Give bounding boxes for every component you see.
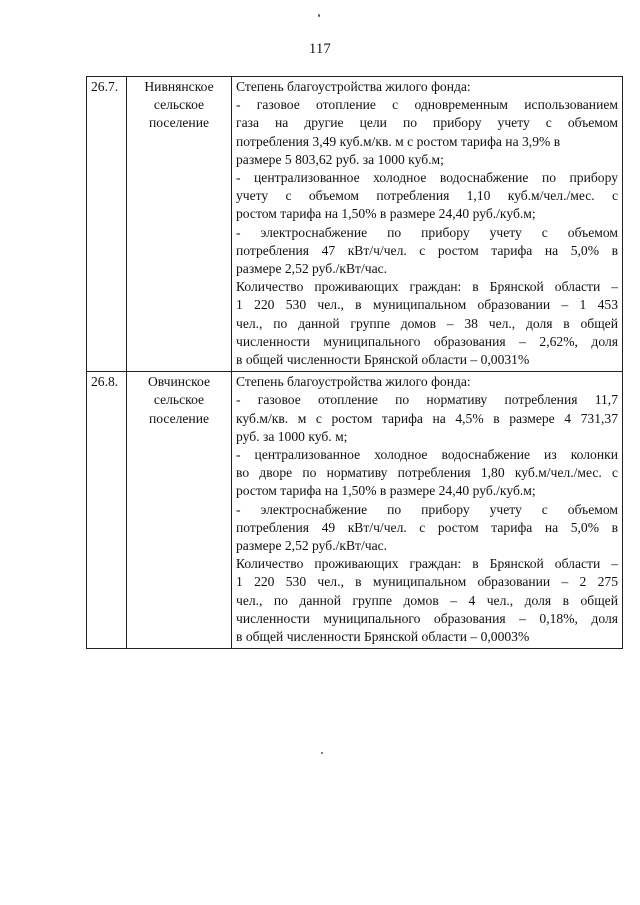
description-line: газа на другие цели по прибору учету с объемом — [236, 115, 618, 131]
description-line: Количество проживающих граждан: в Брянской области – — [236, 279, 618, 295]
settlement-name-line: Нивнянское — [144, 79, 214, 94]
housing-description — [232, 77, 623, 372]
description-line: потребления 3,49 куб.м/кв. м с ростом тарифа на 3,9% в — [236, 133, 561, 149]
description-line: размере 2,52 руб./кВт/час. — [236, 538, 388, 554]
row-number: 26.8. — [87, 372, 127, 649]
description-line: чел., по данной группе домов – 4 чел., доля в общей — [236, 592, 618, 608]
settlement-name-line: поселение — [148, 115, 210, 131]
description-line: - централизованное холодное водоснабжение из колонки — [236, 447, 618, 463]
settlement-name — [127, 372, 232, 649]
table-row — [87, 372, 623, 649]
description-line: во дворе по нормативу потребления 1,80 куб.м/чел./мес. с — [236, 465, 618, 481]
description-line: - электроснабжение по прибору учету с объемом — [236, 501, 618, 517]
tariff-table — [86, 76, 623, 649]
description-line: Степень благоустройства жилого фонда: — [236, 374, 471, 390]
settlement-name-line: поселение — [148, 410, 210, 426]
description-line: куб.м/кв. м с ростом тарифа на 4,5% в размере 4 731,37 — [236, 410, 618, 426]
settlement-name-line: сельское — [153, 97, 205, 113]
description-line: размере 2,52 руб./кВт/час. — [236, 261, 388, 277]
description-line: чел., по данной группе домов – 38 чел., доля в общей — [236, 315, 618, 331]
description-line: - электроснабжение по прибору учету с объемом — [236, 224, 618, 240]
description-line: потребления 47 кВт/ч/чел. с ростом тарифа на 5,0% в — [236, 242, 618, 258]
description-line: численности муниципального образования – 2,62%, доля — [236, 333, 618, 349]
table-row — [87, 77, 623, 372]
scan-speck — [321, 752, 323, 754]
page-number: 117 — [308, 41, 332, 57]
description-line: 1 220 530 чел., в муниципальном образовании – 1 453 — [236, 297, 618, 313]
description-line: численности муниципального образования – 0,18%, доля — [236, 610, 618, 626]
settlement-name-line: Овчинское — [147, 374, 211, 390]
table-body — [87, 77, 623, 649]
description-line: ростом тарифа на 1,50% в размере 24,40 руб./куб.м; — [236, 483, 536, 499]
scan-speck — [318, 14, 320, 17]
description-line: в общей численности Брянской области – 0,0003% — [236, 629, 530, 645]
row-number: 26.7. — [87, 77, 127, 372]
description-line: в общей численности Брянской области – 0,0031% — [236, 352, 530, 368]
description-line: потребления 49 кВт/ч/чел. с ростом тарифа на 5,0% в — [236, 519, 618, 535]
settlement-name — [127, 77, 232, 372]
housing-description — [232, 372, 623, 649]
description-line: Степень благоустройства жилого фонда: — [236, 79, 471, 94]
settlement-name-line: сельское — [153, 392, 205, 408]
description-line: - газовое отопление по нормативу потребления 11,7 — [236, 392, 618, 408]
description-line: Количество проживающих граждан: в Брянской области – — [236, 556, 618, 572]
description-line: руб. за 1000 куб. м; — [236, 428, 348, 444]
description-line: - газовое отопление с одновременным использованием — [236, 97, 618, 113]
description-line: ростом тарифа на 1,50% в размере 24,40 руб./куб.м; — [236, 206, 536, 222]
description-line: - централизованное холодное водоснабжение по прибору — [236, 170, 618, 186]
description-line: размере 5 803,62 руб. за 1000 куб.м; — [236, 151, 444, 167]
description-line: 1 220 530 чел., в муниципальном образовании – 2 275 — [236, 574, 618, 590]
description-line: учету с объемом потребления 1,10 куб.м/чел./мес. с — [236, 188, 618, 204]
